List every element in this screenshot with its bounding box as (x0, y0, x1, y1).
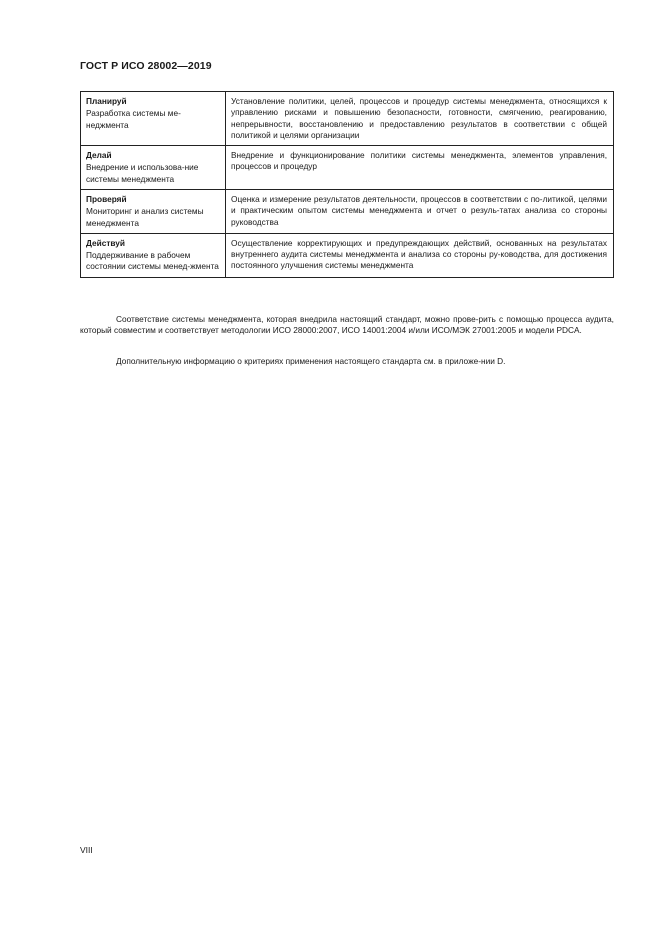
paragraph-conformity: Соответствие системы менеджмента, которая внедрила настоящий стандарт, можно прове-рить с помощью процесса аудита, который совместим и соответствует методологии ИСО 28000:2007, ИСО 14001:2004 и/или ИСО/МЭК 27001:2005 и модели PDCA. (80, 314, 614, 336)
stage-cell (81, 146, 226, 190)
table-row (81, 189, 614, 233)
stage-title: Планируй (86, 96, 127, 106)
table-row (81, 146, 614, 190)
paragraph-additional-info: Дополнительную информацию о критериях применения настоящего стандарта см. в приложе-нии D. (116, 356, 506, 366)
stage-title: Действуй (86, 237, 126, 248)
stage-details: Установление политики, целей, процессов и процедур системы менеджмента, относящихся к управлению рисками и повышению безопасности, готовности, смягчению, реагированию, непрерывности, восстановлению и предоставлению результатов в соответствии с общей политикой и целями организации (226, 92, 614, 146)
stage-description: Мониторинг и анализ системы менеджмента (86, 206, 204, 228)
stage-title: Делай (86, 150, 112, 161)
stage-cell (81, 92, 226, 146)
page-number: VIII (80, 845, 93, 855)
pdca-table (80, 91, 614, 278)
stage-details: Внедрение и функционирование политики системы менеджмента, элементов управления, процессов и процедур (226, 146, 614, 190)
stage-title: Проверяй (86, 193, 127, 204)
stage-description: Поддерживание в рабочем состоянии системы менед-жмента (86, 250, 219, 272)
table-row (81, 233, 614, 277)
stage-description: Разработка системы ме-неджмента (86, 108, 181, 130)
stage-cell (81, 189, 226, 233)
document-header: ГОСТ Р ИСО 28002—2019 (80, 60, 212, 72)
stage-description: Внедрение и использова-ние системы менеджмента (86, 162, 199, 184)
stage-details: Осуществление корректирующих и предупреждающих действий, основанных на результатах внутреннего аудита системы менеджмента и анализа со стороны ру-ководства, для достижения постоянного улучшения системы менеджмента (226, 233, 614, 277)
table-row (81, 92, 614, 146)
stage-details: Оценка и измерение результатов деятельности, процессов в соответствии с по-литикой, целями и практическим опытом системы менеджмента и отчет о резуль-татах анализа со стороны руководства (226, 189, 614, 233)
stage-cell (81, 233, 226, 277)
